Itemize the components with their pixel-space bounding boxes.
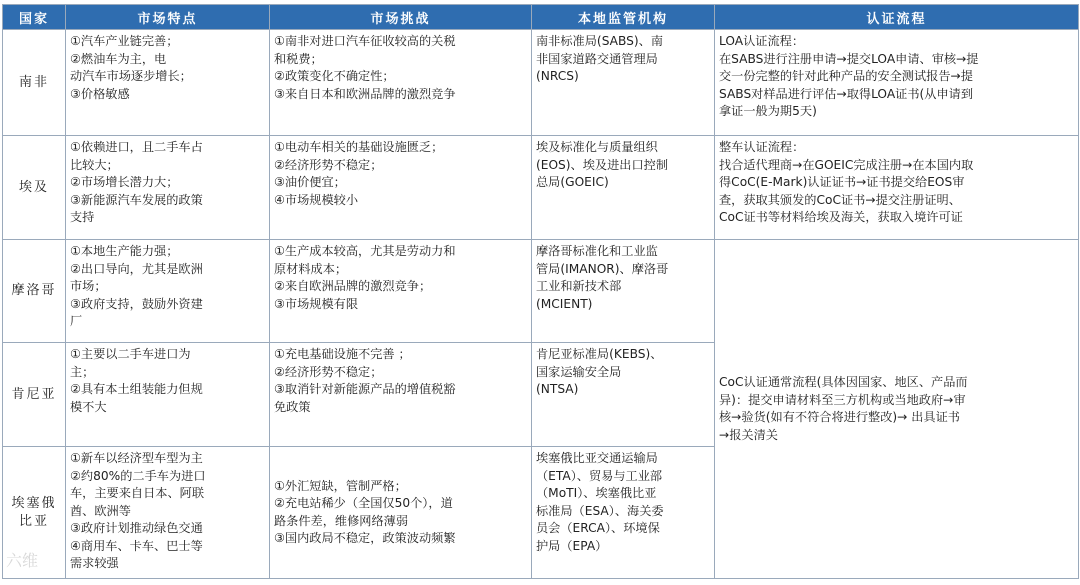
- country-cell: 肯尼亚: [3, 343, 66, 447]
- header-features: 市场特点: [66, 5, 270, 30]
- features-cell: ①依赖进口，且二手车占 比较大； ②市场增长潜力大； ③新能源汽车发展的政策 支持: [66, 136, 270, 240]
- table-row-egypt: [3, 136, 1079, 240]
- regulators-cell: 肯尼亚标准局(KEBS)、 国家运输安全局 (NTSA): [532, 343, 715, 447]
- regulators-cell: 南非标准局(SABS)、南 非国家道路交通管理局 (NRCS): [532, 30, 715, 136]
- certification-cell: 整车认证流程： 找合适代理商→在GOEIC完成注册→在本国内取 得CoC(E-Mark)认证证书→证书提交给EOS审 查，获取其颁发的CoC证书→提交注册证明、 CoC证书等材料给埃及海关，获取入境许可证: [715, 136, 1079, 240]
- features-cell: ①主要以二手车进口为 主； ②具有本土组装能力但规 模不大: [66, 343, 270, 447]
- header-row: [3, 5, 1079, 30]
- header-regulators: 本地监管机构: [532, 5, 715, 30]
- challenges-cell: ①外汇短缺，管制严格； ②充电站稀少（全国仅50个），道 路条件差，维修网络薄弱 ③国内政局不稳定，政策波动频繁: [270, 447, 532, 579]
- table-row-south-africa: [3, 30, 1079, 136]
- market-table: [2, 4, 1079, 579]
- features-cell: ①新车以经济型车型为主 ②约80%的二手车为进口 车，主要来自日本、阿联 酋、欧洲等 ③政府计划推动绿色交通 ④商用车、卡车、巴士等 需求较强: [66, 447, 270, 579]
- country-cell: 埃及: [3, 136, 66, 240]
- certification-cell: LOA认证流程： 在SABS进行注册申请→提交LOA申请、审核→提 交一份完整的针对此种产品的安全测试报告→提 SABS对样品进行评估→取得LOA证书(从申请到 拿证一般为期5天): [715, 30, 1079, 136]
- country-cell: 埃塞俄 比亚: [3, 447, 66, 579]
- challenges-cell: ①南非对进口汽车征收较高的关税 和税费； ②政策变化不确定性； ③来自日本和欧洲品牌的激烈竞争: [270, 30, 532, 136]
- challenges-cell: ①电动车相关的基础设施匮乏； ②经济形势不稳定； ③油价便宜； ④市场规模较小: [270, 136, 532, 240]
- regulators-cell: 埃及标准化与质量组织 (EOS)、埃及进出口控制 总局(GOEIC): [532, 136, 715, 240]
- regulators-cell: 埃塞俄比亚交通运输局 （ETA）、贸易与工业部 （MoTI）、埃塞俄比亚 标准局（ESA）、海关委 员会（ERCA）、环境保 护局（EPA）: [532, 447, 715, 579]
- watermark-logo: 六维: [6, 551, 39, 570]
- challenges-cell: ①充电基础设施不完善 ； ②经济形势不稳定； ③取消针对新能源产品的增值税豁 免政策: [270, 343, 532, 447]
- features-cell: ①本地生产能力强； ②出口导向，尤其是欧洲 市场； ③政府支持，鼓励外资建 厂: [66, 240, 270, 343]
- country-cell: 南非: [3, 30, 66, 136]
- header-country: 国家: [3, 5, 66, 30]
- regulators-cell: 摩洛哥标准化和工业监 管局(IMANOR)、摩洛哥 工业和新技术部 (MCIENT): [532, 240, 715, 343]
- country-cell: 摩洛哥: [3, 240, 66, 343]
- challenges-cell: ①生产成本较高，尤其是劳动力和 原材料成本； ②来自欧洲品牌的激烈竞争； ③市场规模有限: [270, 240, 532, 343]
- header-challenges: 市场挑战: [270, 5, 532, 30]
- table-row-morocco: [3, 240, 1079, 343]
- features-cell: ①汽车产业链完善； ②燃油车为主，电 动汽车市场逐步增长； ③价格敏感: [66, 30, 270, 136]
- certification-merged-cell: CoC认证通常流程(具体因国家、地区、产品而 异)：提交申请材料至三方机构或当地政府→审 核→验货(如有不符合将进行整改)→ 出具证书 →报关清关: [715, 240, 1079, 579]
- header-certification: 认证流程: [715, 5, 1079, 30]
